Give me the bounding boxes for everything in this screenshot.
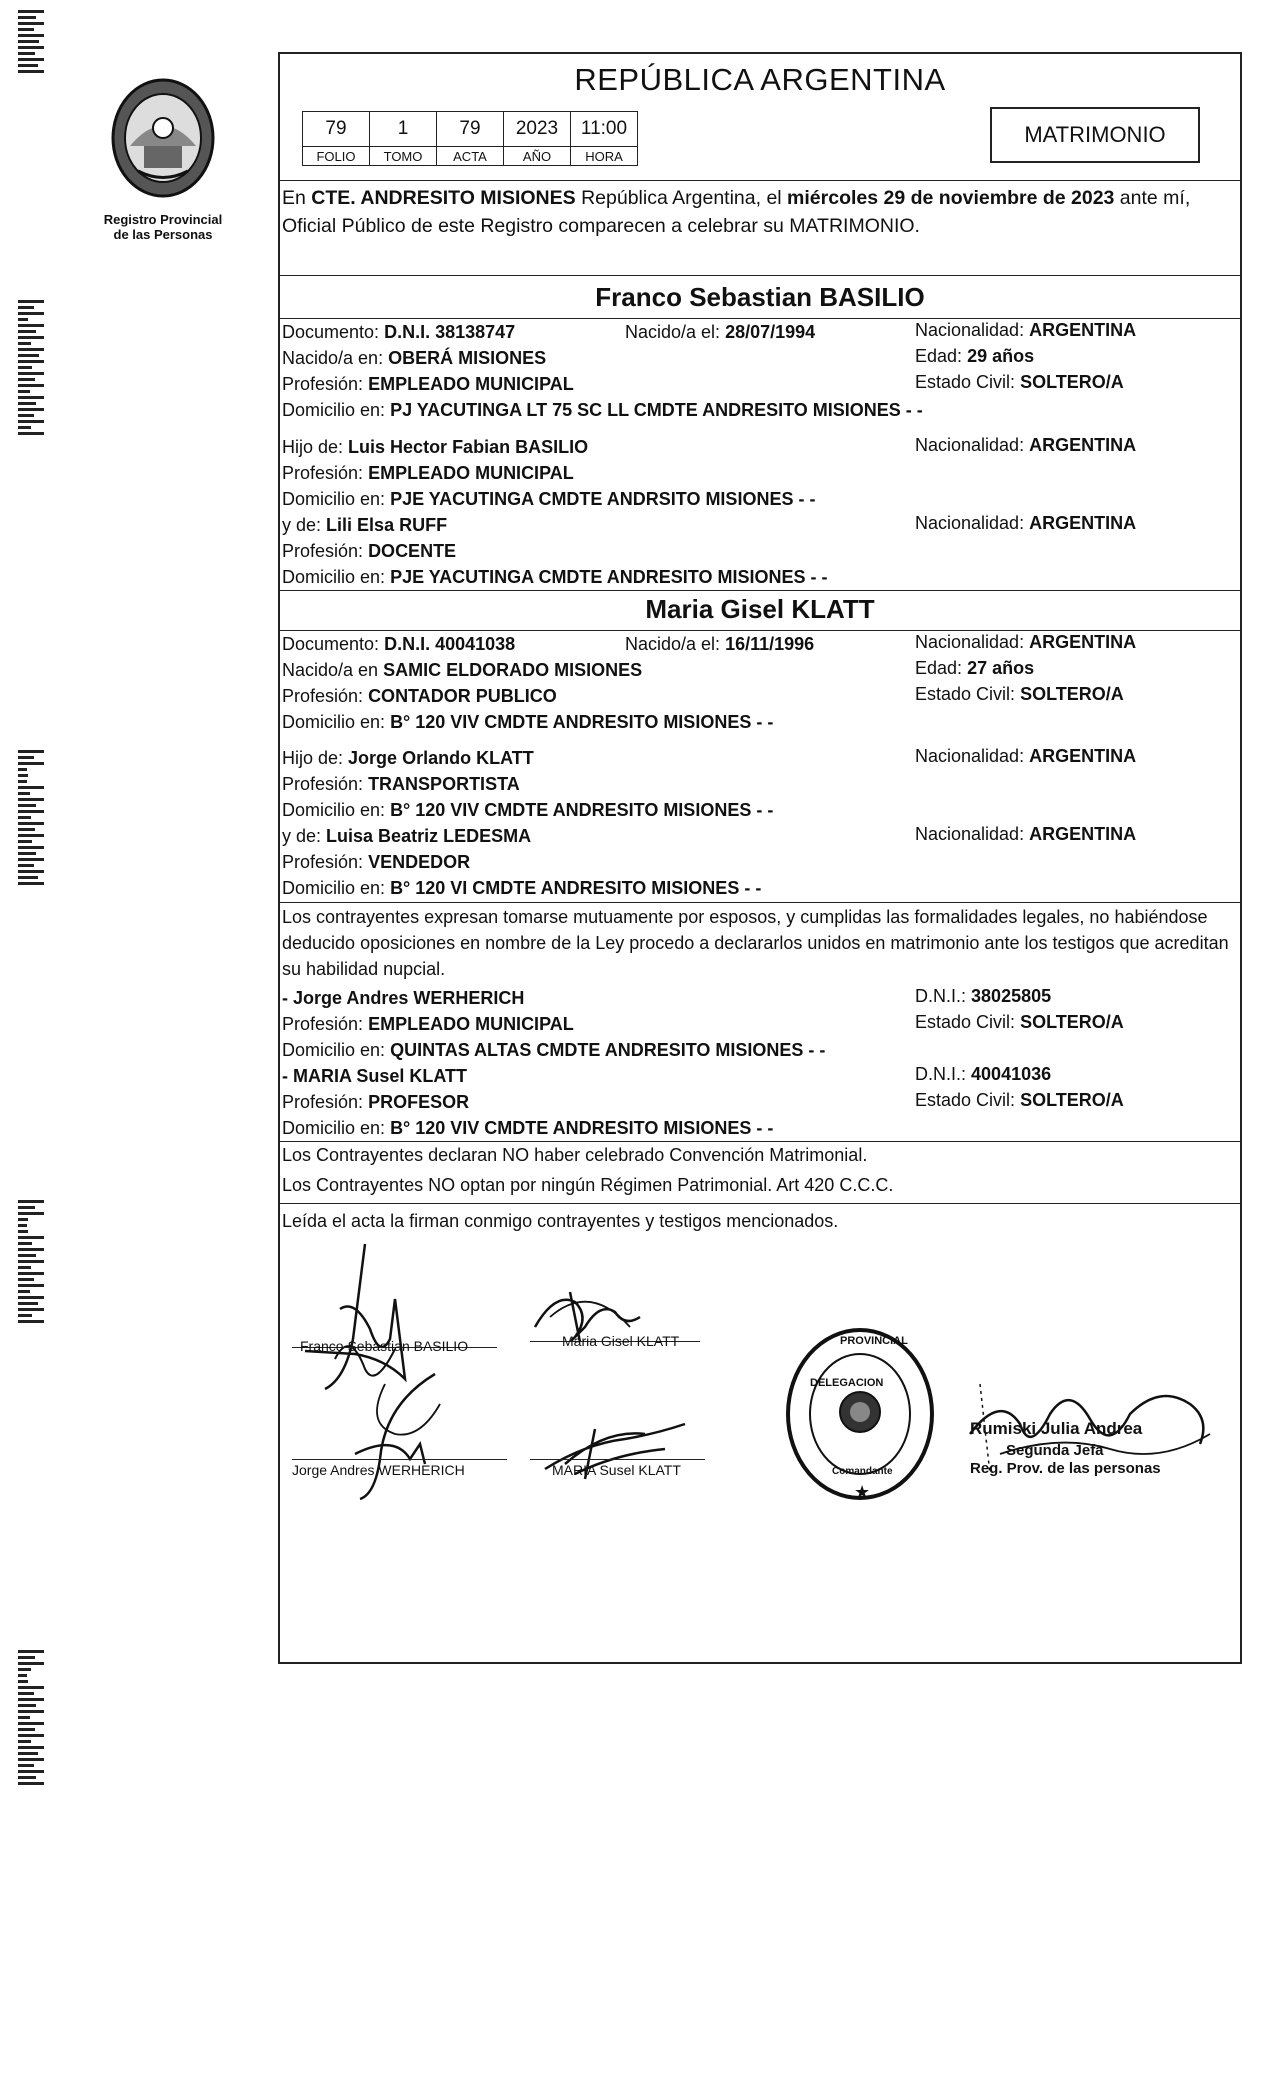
label: Domicilio en: xyxy=(282,800,386,820)
groom-birthplace xyxy=(282,347,546,369)
scan-marks-3 xyxy=(18,750,44,888)
value: PJE YACUTINGA CMDTE ANDRESITO MISIONES - - xyxy=(390,567,828,587)
value: D.N.I. 40041038 xyxy=(384,634,516,654)
label: y de: xyxy=(282,826,322,846)
divider xyxy=(280,1203,1240,1204)
folio-value: 79 xyxy=(303,112,370,147)
label: Nacionalidad: xyxy=(915,435,1025,455)
witness1-address xyxy=(282,1039,825,1061)
label: Domicilio en: xyxy=(282,1040,386,1060)
groom-nationality xyxy=(915,319,1136,341)
convention-statement: Los Contrayentes declaran NO haber celebrado Convención Matrimonial. xyxy=(282,1145,868,1165)
closing-statement: Leída el acta la firman conmigo contrayentes y testigos mencionados. xyxy=(282,1211,839,1231)
groom-father-nationality xyxy=(915,434,1136,456)
witness2-signature-label: MARIA Susel KLATT xyxy=(552,1462,681,1478)
value: SOLTERO/A xyxy=(1020,1090,1124,1110)
registry-label-line1: Registro Provincial xyxy=(103,212,223,227)
groom-mother-address xyxy=(282,566,827,588)
label: Edad: xyxy=(915,658,963,678)
value: SOLTERO/A xyxy=(1020,372,1124,392)
label: Profesión: xyxy=(282,1092,364,1112)
value: PROFESOR xyxy=(368,1092,470,1112)
label: Profesión: xyxy=(282,374,364,394)
divider xyxy=(280,180,1240,181)
label: Nacionalidad: xyxy=(915,632,1025,652)
ano-value: 2023 xyxy=(504,112,571,147)
svg-text:Comandante: Comandante xyxy=(832,1466,893,1477)
svg-text:DELEGACION: DELEGACION xyxy=(810,1377,884,1389)
label: Profesión: xyxy=(282,463,364,483)
value: 29 años xyxy=(967,346,1035,366)
declaration-paragraph: Los contrayentes expresan tomarse mutuamente por esposos, y cumplidas las formalidades legales, no habiéndose deducido oposiciones en nombre de la Ley procedo a declararlos unidos en matrimonio ante los testigos que acreditan su habilidad nupcial. xyxy=(282,907,1229,979)
official-office: Reg. Prov. de las personas xyxy=(970,1460,1161,1477)
value: SOLTERO/A xyxy=(1020,684,1124,704)
value: EMPLEADO MUNICIPAL xyxy=(368,463,574,483)
tomo-label: TOMO xyxy=(370,147,437,166)
label: Documento: xyxy=(282,634,380,654)
label: Domicilio en: xyxy=(282,489,386,509)
groom-age xyxy=(915,345,1034,367)
label: Hijo de: xyxy=(282,748,344,768)
bride-nationality xyxy=(915,631,1136,653)
official-name: Rumiski Julia Andrea xyxy=(970,1419,1143,1438)
label: Estado Civil: xyxy=(915,1012,1016,1032)
witness2-profession xyxy=(282,1091,469,1113)
value: B° 120 VIV CMDTE ANDRESITO MISIONES - - xyxy=(390,712,774,732)
bride-document xyxy=(282,633,515,655)
groom-address xyxy=(282,399,923,421)
acta-label: ACTA xyxy=(437,147,504,166)
label: Nacionalidad: xyxy=(915,513,1025,533)
bride-father-nationality xyxy=(915,745,1136,767)
regime-statement: Los Contrayentes NO optan por ningún Régimen Patrimonial. Art 420 C.C.C. xyxy=(282,1175,894,1195)
ano-label: AÑO xyxy=(504,147,571,166)
value: OBERÁ MISIONES xyxy=(388,348,547,368)
groom-mother-nationality xyxy=(915,512,1136,534)
value: D.N.I. 38138747 xyxy=(384,322,516,342)
witness1-name xyxy=(282,987,524,1009)
label: Domicilio en: xyxy=(282,1118,386,1138)
bride-profession xyxy=(282,685,557,707)
label: Nacionalidad: xyxy=(915,320,1025,340)
groom-birthdate xyxy=(625,321,815,343)
groom-father xyxy=(282,436,588,458)
label: Nacido/a el: xyxy=(625,322,721,342)
page-title: REPÚBLICA ARGENTINA xyxy=(574,62,946,97)
bride-birthdate xyxy=(625,633,814,655)
bride-father-profession xyxy=(282,773,520,795)
witness1-dni xyxy=(915,985,1051,1007)
witness2-address xyxy=(282,1117,773,1139)
value: 16/11/1996 xyxy=(725,634,815,654)
value: CONTADOR PUBLICO xyxy=(368,686,557,706)
value: VENDEDOR xyxy=(368,852,471,872)
value: TRANSPORTISTA xyxy=(368,774,520,794)
intro-place: CTE. ANDRESITO MISIONES xyxy=(311,187,576,209)
witness2-name xyxy=(282,1065,467,1087)
registry-label-line2: de las Personas xyxy=(113,227,213,242)
value: EMPLEADO MUNICIPAL xyxy=(368,374,574,394)
divider xyxy=(280,590,1240,591)
groom-signature-label: Franco Sebastian BASILIO xyxy=(300,1338,469,1354)
groom-civil-status xyxy=(915,371,1124,393)
label: Nacionalidad: xyxy=(915,746,1025,766)
marriage-certificate-form xyxy=(278,52,1242,1664)
value: 40041036 xyxy=(971,1064,1052,1084)
label: Nacido/a el: xyxy=(625,634,721,654)
bride-mother-address xyxy=(282,877,761,899)
value: ARGENTINA xyxy=(1029,320,1137,340)
registry-label xyxy=(78,212,248,242)
label: Domicilio en: xyxy=(282,712,386,732)
value: Jorge Orlando KLATT xyxy=(348,748,534,768)
intro-text-1: En xyxy=(282,187,312,209)
bride-mother xyxy=(282,825,531,847)
official-title: Segunda Jefa xyxy=(1006,1442,1104,1459)
value: Lili Elsa RUFF xyxy=(326,515,448,535)
groom-profession xyxy=(282,373,574,395)
value: - MARIA Susel KLATT xyxy=(282,1066,467,1086)
label: Estado Civil: xyxy=(915,372,1016,392)
label: Profesión: xyxy=(282,774,364,794)
scan-marks-1 xyxy=(18,10,44,76)
label: D.N.I.: xyxy=(915,986,967,1006)
intro-text-3: ante mí, Oficial Público de este Registro comparecen a celebrar su MATRIMONIO. xyxy=(282,187,1191,237)
scan-marks-2 xyxy=(18,300,44,438)
intro-paragraph xyxy=(282,184,1237,240)
value: EMPLEADO MUNICIPAL xyxy=(368,1014,574,1034)
label: D.N.I.: xyxy=(915,1064,967,1084)
bride-civil-status xyxy=(915,683,1124,705)
tomo-value: 1 xyxy=(370,112,437,147)
province-seal-logo xyxy=(108,76,218,201)
label: Hijo de: xyxy=(282,437,344,457)
bride-father xyxy=(282,747,534,769)
label: y de: xyxy=(282,515,322,535)
value: SAMIC ELDORADO MISIONES xyxy=(383,660,643,680)
intro-date: miércoles 29 de noviembre de 2023 xyxy=(787,187,1115,209)
scan-marks-5 xyxy=(18,1650,44,1788)
witness1-signature xyxy=(325,1364,455,1504)
value: B° 120 VIV CMDTE ANDRESITO MISIONES - - xyxy=(390,1118,774,1138)
value: DOCENTE xyxy=(368,541,457,561)
value: PJ YACUTINGA LT 75 SC LL CMDTE ANDRESITO MISIONES - - xyxy=(390,400,923,420)
value: B° 120 VIV CMDTE ANDRESITO MISIONES - - xyxy=(390,800,774,820)
registry-stamp xyxy=(780,1324,940,1504)
bride-signature-label: Maria Gisel KLATT xyxy=(562,1333,680,1349)
groom-document xyxy=(282,321,515,343)
label: Domicilio en: xyxy=(282,400,386,420)
signature-line xyxy=(292,1459,507,1460)
divider xyxy=(280,902,1240,903)
label: Nacido/a en: xyxy=(282,348,384,368)
value: 28/07/1994 xyxy=(725,322,816,342)
witness2-civil-status xyxy=(915,1089,1124,1111)
witness1-profession xyxy=(282,1013,574,1035)
label: Documento: xyxy=(282,322,380,342)
value: QUINTAS ALTAS CMDTE ANDRESITO MISIONES - - xyxy=(390,1040,826,1060)
label: Nacido/a en xyxy=(282,660,379,680)
value: ARGENTINA xyxy=(1029,746,1137,766)
hora-value: 11:00 xyxy=(571,112,638,147)
value: B° 120 VI CMDTE ANDRESITO MISIONES - - xyxy=(390,878,762,898)
bride-mother-nationality xyxy=(915,823,1136,845)
folio-label: FOLIO xyxy=(303,147,370,166)
value: Luis Hector Fabian BASILIO xyxy=(348,437,589,457)
document-type-box: MATRIMONIO xyxy=(990,107,1200,163)
label: Nacionalidad: xyxy=(915,824,1025,844)
bride-mother-profession xyxy=(282,851,470,873)
value: 38025805 xyxy=(971,986,1052,1006)
scan-marks-4 xyxy=(18,1200,44,1326)
bride-age xyxy=(915,657,1034,679)
value: ARGENTINA xyxy=(1029,435,1137,455)
hora-label: HORA xyxy=(571,147,638,166)
intro-text-2: República Argentina, el xyxy=(575,187,788,209)
svg-text:PROVINCIAL: PROVINCIAL xyxy=(840,1335,908,1347)
value: - Jorge Andres WERHERICH xyxy=(282,988,525,1008)
value: ARGENTINA xyxy=(1029,632,1137,652)
bride-father-address xyxy=(282,799,773,821)
value: 27 años xyxy=(967,658,1035,678)
label: Profesión: xyxy=(282,686,364,706)
value: SOLTERO/A xyxy=(1020,1012,1124,1032)
label: Profesión: xyxy=(282,541,364,561)
groom-father-address xyxy=(282,488,815,510)
label: Profesión: xyxy=(282,852,364,872)
groom-father-profession xyxy=(282,462,574,484)
bride-birthplace xyxy=(282,659,642,681)
label: Profesión: xyxy=(282,1014,364,1034)
groom-mother xyxy=(282,514,447,536)
groom-name: Franco Sebastian BASILIO xyxy=(595,282,925,312)
label: Domicilio en: xyxy=(282,878,386,898)
divider xyxy=(280,1141,1240,1142)
value: ARGENTINA xyxy=(1029,513,1137,533)
witness1-signature-label: Jorge Andres WERHERICH xyxy=(292,1462,465,1478)
witness1-civil-status xyxy=(915,1011,1124,1033)
value: ARGENTINA xyxy=(1029,824,1137,844)
label: Domicilio en: xyxy=(282,567,386,587)
label: Edad: xyxy=(915,346,963,366)
bride-name: Maria Gisel KLATT xyxy=(645,594,875,624)
record-codes-table xyxy=(302,111,638,166)
label: Estado Civil: xyxy=(915,684,1016,704)
value: Luisa Beatriz LEDESMA xyxy=(326,826,532,846)
value: PJE YACUTINGA CMDTE ANDRSITO MISIONES - - xyxy=(390,489,816,509)
divider xyxy=(280,275,1240,276)
label: Estado Civil: xyxy=(915,1090,1016,1110)
witness2-dni xyxy=(915,1063,1051,1085)
groom-mother-profession xyxy=(282,540,456,562)
svg-text:★: ★ xyxy=(854,1482,871,1502)
signature-line xyxy=(530,1459,705,1460)
bride-address xyxy=(282,711,773,733)
acta-value: 79 xyxy=(437,112,504,147)
